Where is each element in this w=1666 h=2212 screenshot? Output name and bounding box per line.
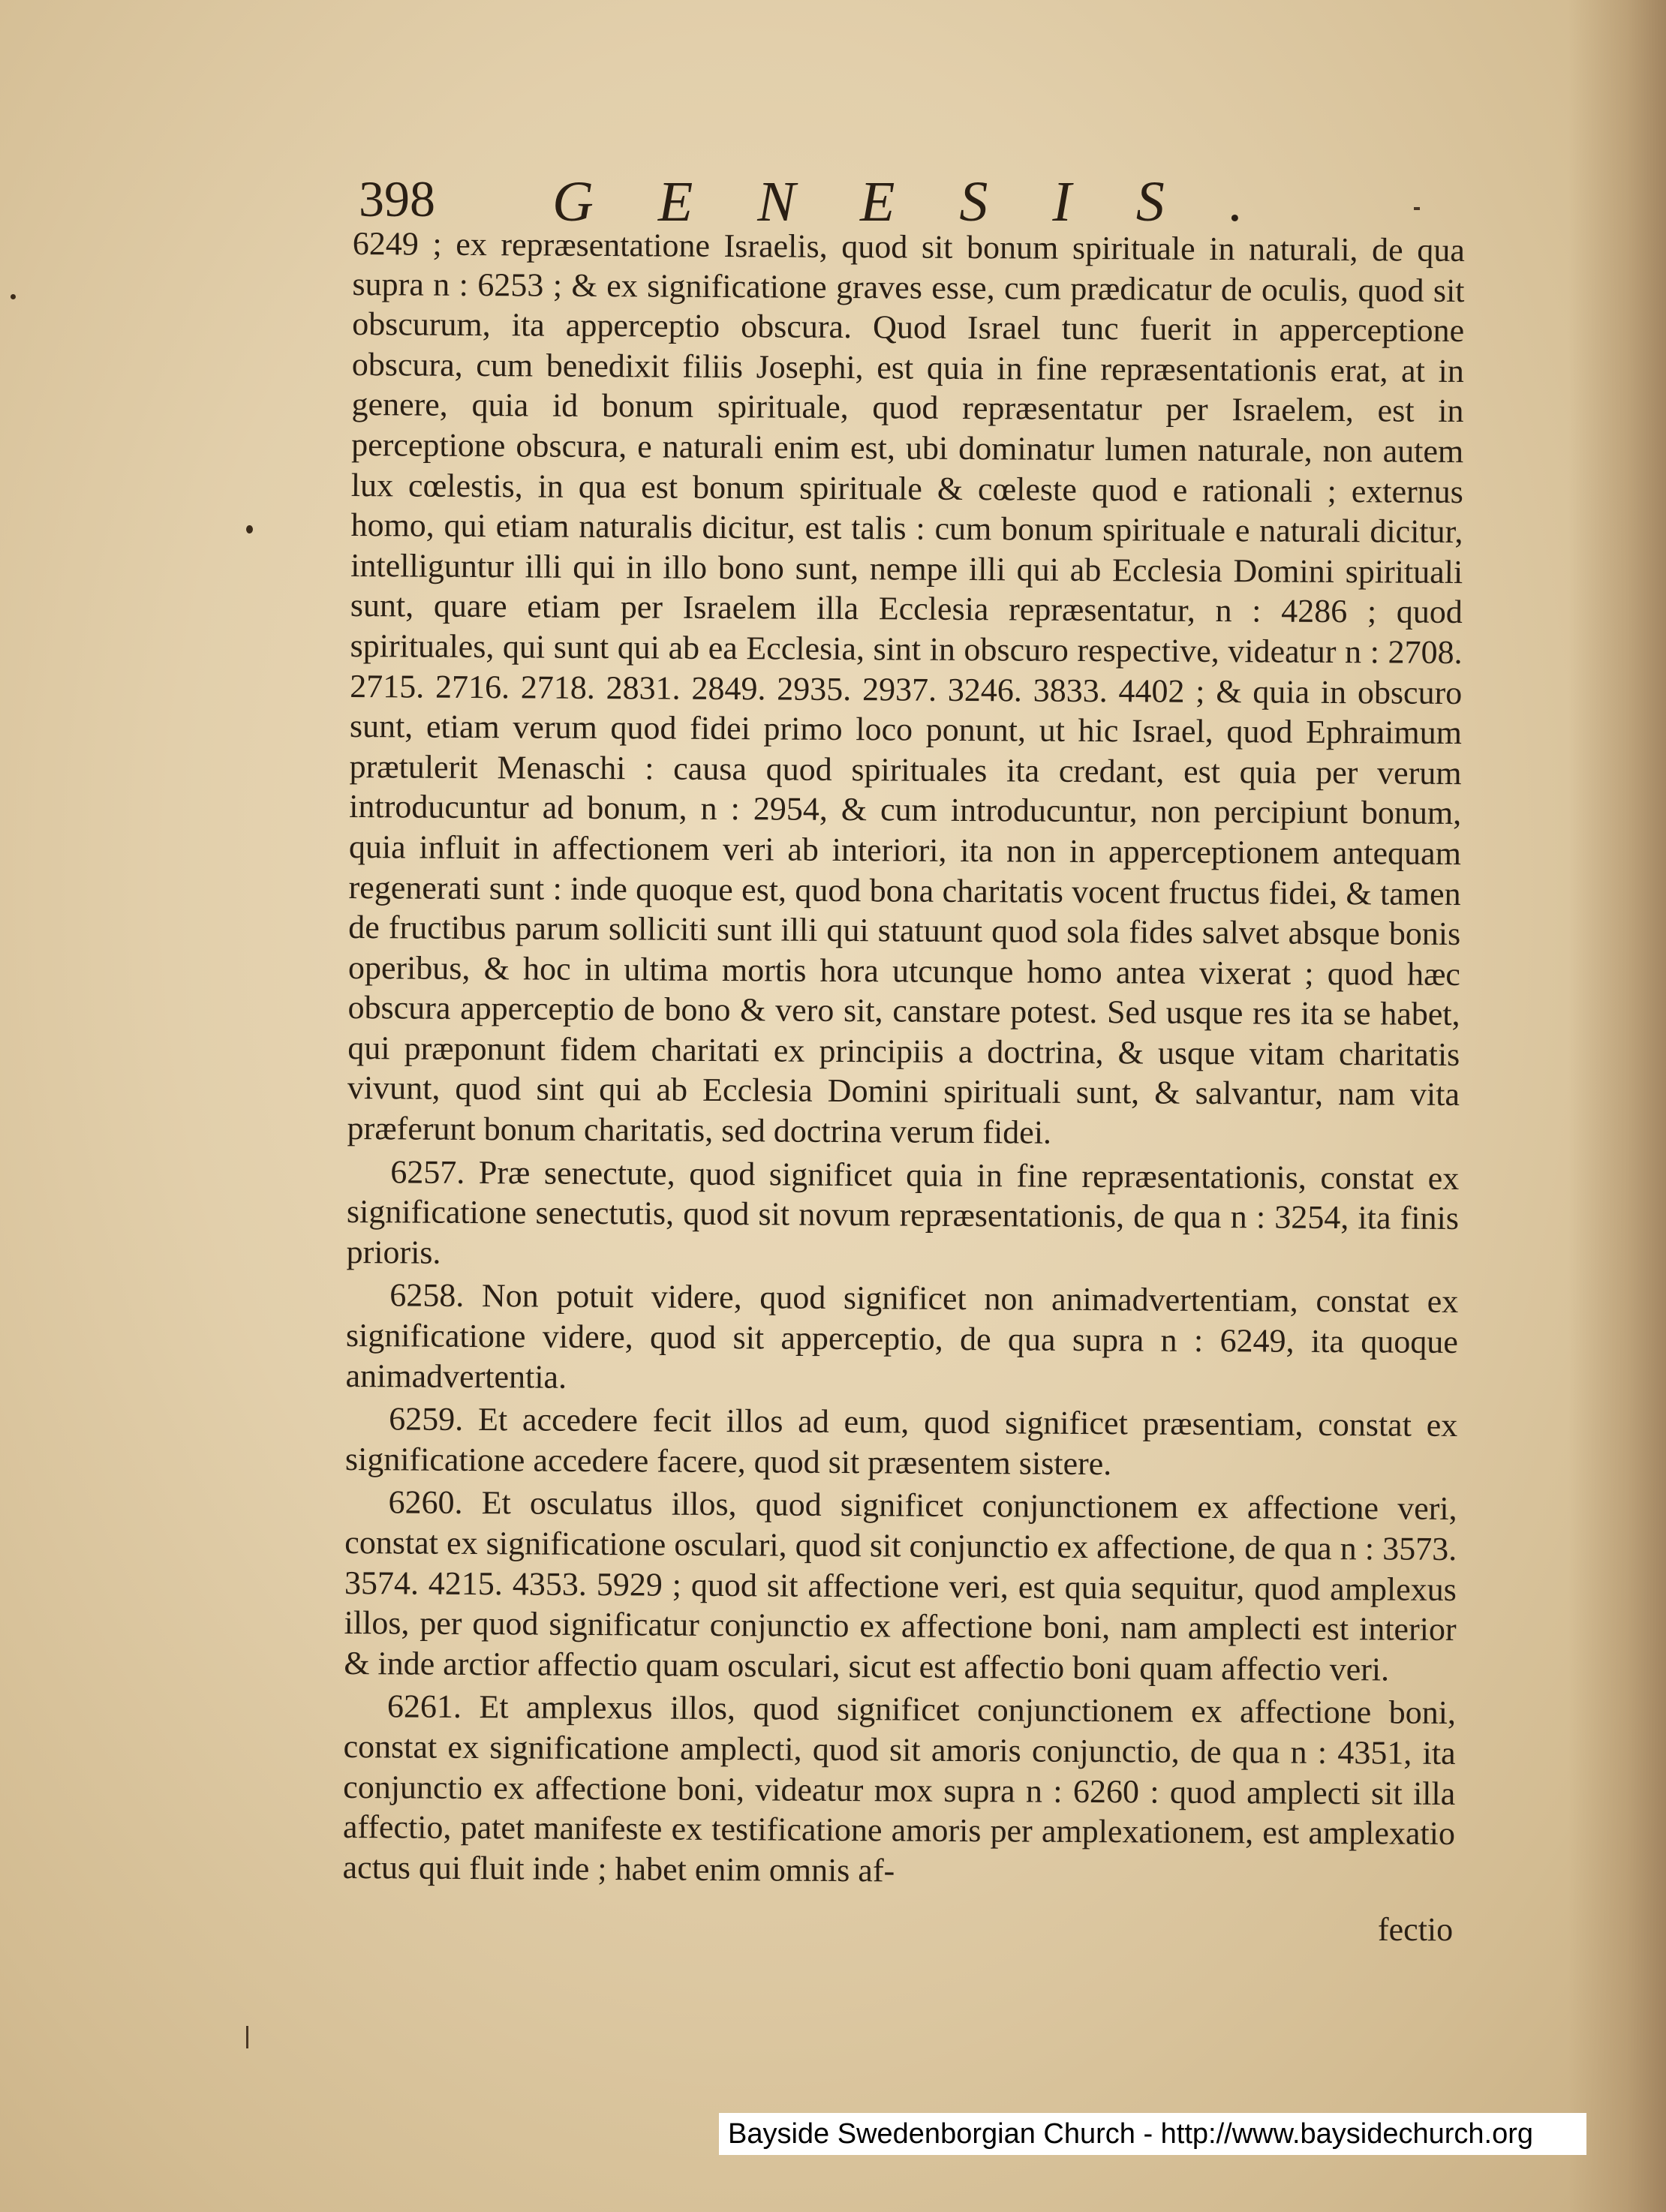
paragraph-6259: 6259. Et accedere fecit illos ad eum, quod significet præsentiam, constat ex significatione accedere facere, quod sit præsentem sistere. (344, 1400, 1458, 1483)
source-watermark: Bayside Swedenborgian Church - http://www.baysidechurch.org (719, 2113, 1586, 2155)
paragraph-6261: 6261. Et amplexus illos, quod significet conjunctionem ex affectione boni, constat ex significatione amplecti, quod sit amoris conjunctio, de qua n : 4351, ita conjunctio ex affectione boni, videatur mox supra n : 6260 : quod amplecti sit illa affectio, patet manifeste ex testificatione amoris per amplexationem, est amplexatio actus qui fluit inde ; habet enim omnis af- (342, 1688, 1457, 1889)
running-title: GENESIS. (552, 170, 1308, 233)
paragraph-6257: 6257. Præ senectute, quod significet quia in fine repræsentationis, constat ex significatione senectutis, quod sit novum repræsentationis, de qua n : 3254, ita finis prioris. (346, 1153, 1460, 1271)
page-number: 398 (359, 170, 435, 227)
page-gutter-shadow (1568, 0, 1666, 2212)
paragraph-6260: 6260. Et osculatus illos, quod significet conjunctionem ex affectione veri, constat ex significatione osculari, quod sit conjunctio ex affectione, de qua n : 3573. 3574. 4215. 4353. 5929 ; quod sit affectione veri, est quia sequitur, quod amplexus illos, per quod significatur conjunctio ex affectione boni, nam amplecti est interior & inde arctior affectio quam osculari, sicut est affectio boni quam affectio veri. (344, 1483, 1457, 1688)
body-text (342, 224, 1465, 1894)
ink-tick (246, 2026, 248, 2048)
paragraph-6249-continued: 6249 ; ex repræsentatione Israelis, quod sit bonum spirituale in naturali, de qua supra n : 6253 ; & ex significatione graves esse, cum prædicatur de oculis, quod sit obscurum, ita apperceptio obscura. Quod Israel tunc fuerit in apperceptione obscura, cum benedixit filiis Josephi, est quia in fine repræsentationis erat, at in genere, quia id bonum spirituale, quod repræsentatur per Israelem, est in perceptione obscura, e naturali enim est, ubi dominatur lumen naturale, non autem lux cœlestis, in qua est bonum spirituale & cœleste quod e rationali ; externus homo, qui etiam naturalis dicitur, est talis : cum bonum spirituale e naturali dicitur, intelliguntur illi qui in illo bono sunt, nempe illi qui ab Ecclesia Domini spirituali sunt, quare etiam per Israelem illa Ecclesia repræsentatur, n : 4286 ; quod spirituales, qui sunt qui ab ea Ecclesia, sint in obscuro respective, videatur n : 2708. 2715. 2716. 2718. 2831. 2849. 2935. 2937. 3246. 3833. 4402 ; & quia in obscuro sunt, etiam verum quod fidei primo loco ponunt, ut hic Israel, quod Ephraimum prætulerit Menaschi : causa quod spirituales ita credant, est quia per verum introducuntur ad bonum, n : 2954, & cum introducuntur, non percipiunt bonum, quia influit in affectionem veri ab interiori, ita non in apperceptionem antequam regenerati sunt : inde quoque est, quod bona charitatis vocent fructus fidei, & tamen de fructibus parum solliciti sunt illi qui statuunt quod sola fides salvet absque bonis operibus, & hoc in ultima mortis hora utcunque homo antea vixerat ; quod hæc obscura apperceptio de bono & vero sit, canstare potest. Sed usque res ita se habet, qui præponunt fidem charitati ex principiis a doctrina, & usque vitam charitatis vivunt, quod sint qui ab Ecclesia Domini spirituali sunt, & salvantur, nam vita præferunt bonum charitatis, sed doctrina verum fidei. (347, 224, 1465, 1151)
ink-spot (246, 525, 253, 533)
ink-tick (1414, 207, 1420, 210)
ink-spot (11, 294, 16, 299)
paragraph-6258: 6258. Non potuit videre, quod significet non animadvertentiam, constat ex significatione videre, quod sit apperceptio, de qua supra n : 6249, ita quoque animadvertentia. (345, 1276, 1459, 1396)
catchword: fectio (1378, 1911, 1454, 1948)
